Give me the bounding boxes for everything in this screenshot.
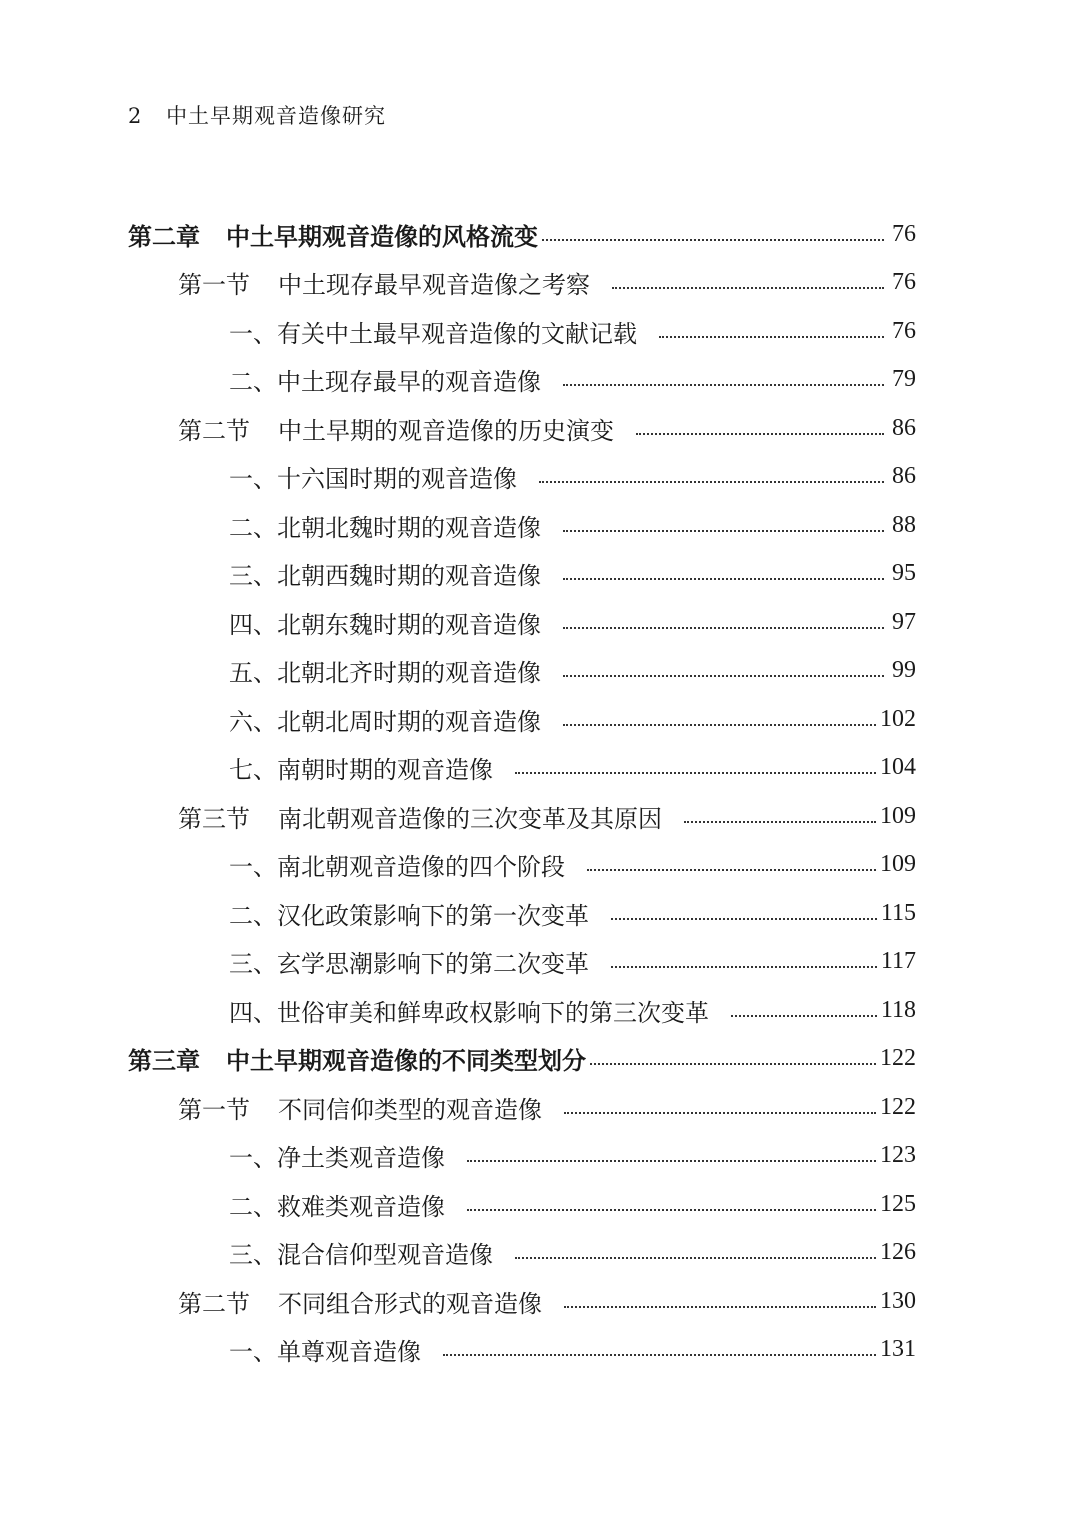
toc-leader xyxy=(587,869,876,871)
toc-leader xyxy=(684,821,876,823)
toc-title: 不同信仰类型的观音造像 xyxy=(278,1095,542,1124)
toc-leader xyxy=(563,627,884,629)
toc-subsection[interactable] xyxy=(229,889,916,937)
toc-leader xyxy=(731,1015,877,1017)
toc-subsection[interactable] xyxy=(229,646,916,694)
toc-title: 中土早期的观音造像的历史演变 xyxy=(278,416,614,445)
toc-page: 99 xyxy=(892,656,916,683)
toc-title: 一、单尊观音造像 xyxy=(229,1337,421,1366)
toc-leader xyxy=(515,1257,876,1259)
toc-page: 86 xyxy=(892,414,916,441)
toc-page: 130 xyxy=(880,1287,916,1314)
toc-page: 104 xyxy=(880,753,916,780)
toc-leader xyxy=(563,578,884,580)
toc-leader xyxy=(443,1354,876,1356)
toc-title: 一、有关中土最早观音造像的文献记载 xyxy=(229,319,637,348)
toc-page: 122 xyxy=(880,1093,916,1120)
toc-section[interactable] xyxy=(178,1277,916,1325)
toc-leader xyxy=(467,1209,876,1211)
toc-subsection[interactable] xyxy=(229,501,916,549)
toc-title: 二、汉化政策影响下的第一次变革 xyxy=(229,901,589,930)
toc-page: 125 xyxy=(880,1190,916,1217)
toc-leader xyxy=(564,1306,876,1308)
toc-title: 一、十六国时期的观音造像 xyxy=(229,464,517,493)
toc-page: 76 xyxy=(892,220,916,247)
toc-title: 二、中土现存最早的观音造像 xyxy=(229,367,541,396)
toc-section[interactable] xyxy=(178,404,916,452)
toc-title: 不同组合形式的观音造像 xyxy=(278,1289,542,1318)
toc-subsection[interactable] xyxy=(229,986,916,1034)
toc-leader xyxy=(563,530,884,532)
book-title: 中土早期观音造像研究 xyxy=(166,104,387,128)
running-head xyxy=(128,100,386,130)
toc-page: 95 xyxy=(892,559,916,586)
toc-page: 76 xyxy=(892,317,916,344)
toc-chapter[interactable] xyxy=(128,1034,916,1082)
toc-page: 79 xyxy=(892,365,916,392)
toc-title: 三、混合信仰型观音造像 xyxy=(229,1240,493,1269)
toc-leader xyxy=(563,675,884,677)
toc-title: 三、北朝西魏时期的观音造像 xyxy=(229,561,541,590)
toc-title: 五、北朝北齐时期的观音造像 xyxy=(229,658,541,687)
toc-leader xyxy=(611,966,877,968)
toc-number: 第三章 xyxy=(128,1045,200,1075)
toc-number: 第二章 xyxy=(128,221,200,251)
toc-title: 中土现存最早观音造像之考察 xyxy=(278,270,590,299)
toc-title: 中土早期观音造像的风格流变 xyxy=(226,221,538,251)
toc-leader xyxy=(611,918,877,920)
toc-title: 二、北朝北魏时期的观音造像 xyxy=(229,513,541,542)
toc-leader xyxy=(636,433,884,435)
toc-page: 109 xyxy=(880,850,916,877)
toc-chapter[interactable] xyxy=(128,210,916,258)
toc-page: 118 xyxy=(880,996,916,1023)
toc-leader xyxy=(563,724,876,726)
toc-title: 中土早期观音造像的不同类型划分 xyxy=(226,1045,586,1075)
toc-page: 88 xyxy=(892,511,916,538)
toc-subsection[interactable] xyxy=(229,549,916,597)
toc-subsection[interactable] xyxy=(229,307,916,355)
toc-number: 第一节 xyxy=(178,270,250,299)
page-number: 2 xyxy=(128,104,143,128)
toc-title: 二、救难类观音造像 xyxy=(229,1192,445,1221)
toc-page: 122 xyxy=(880,1044,916,1071)
toc-section[interactable] xyxy=(178,792,916,840)
toc-subsection[interactable] xyxy=(229,937,916,985)
toc-leader xyxy=(612,287,884,289)
toc-subsection[interactable] xyxy=(229,695,916,743)
toc-page: 126 xyxy=(880,1238,916,1265)
toc-title: 三、玄学思潮影响下的第二次变革 xyxy=(229,949,589,978)
toc-number: 第一节 xyxy=(178,1095,250,1124)
toc-leader xyxy=(539,481,884,483)
toc-leader xyxy=(659,336,884,338)
toc-section[interactable] xyxy=(178,258,916,306)
toc-page: 117 xyxy=(880,947,916,974)
toc-leader xyxy=(590,1063,876,1065)
toc-section[interactable] xyxy=(178,1083,916,1131)
toc-subsection[interactable] xyxy=(229,1325,916,1373)
toc-title: 一、南北朝观音造像的四个阶段 xyxy=(229,852,565,881)
toc-title: 南北朝观音造像的三次变革及其原因 xyxy=(278,804,662,833)
toc-title: 四、世俗审美和鲜卑政权影响下的第三次变革 xyxy=(229,998,709,1027)
toc-leader xyxy=(467,1160,876,1162)
toc-page: 76 xyxy=(892,268,916,295)
toc-leader xyxy=(542,239,884,241)
toc-subsection[interactable] xyxy=(229,1228,916,1276)
toc-subsection[interactable] xyxy=(229,355,916,403)
toc-number: 第二节 xyxy=(178,1289,250,1318)
toc-title: 一、净土类观音造像 xyxy=(229,1143,445,1172)
toc-number: 第三节 xyxy=(178,804,250,833)
toc-subsection[interactable] xyxy=(229,1180,916,1228)
toc-page: 109 xyxy=(880,802,916,829)
toc-subsection[interactable] xyxy=(229,840,916,888)
toc-page: 97 xyxy=(892,608,916,635)
toc-page: 102 xyxy=(880,705,916,732)
toc-title: 六、北朝北周时期的观音造像 xyxy=(229,707,541,736)
toc-number: 第二节 xyxy=(178,416,250,445)
toc-page: 86 xyxy=(892,462,916,489)
toc-title: 四、北朝东魏时期的观音造像 xyxy=(229,610,541,639)
toc-subsection[interactable] xyxy=(229,598,916,646)
toc-leader xyxy=(563,384,884,386)
toc-page: 123 xyxy=(880,1141,916,1168)
toc-leader xyxy=(515,772,876,774)
toc-page: 131 xyxy=(880,1335,916,1362)
toc-subsection[interactable] xyxy=(229,743,916,791)
toc-subsection[interactable] xyxy=(229,452,916,500)
toc-leader xyxy=(564,1112,876,1114)
toc-page: 115 xyxy=(880,899,916,926)
toc-subsection[interactable] xyxy=(229,1131,916,1179)
toc-title: 七、南朝时期的观音造像 xyxy=(229,755,493,784)
